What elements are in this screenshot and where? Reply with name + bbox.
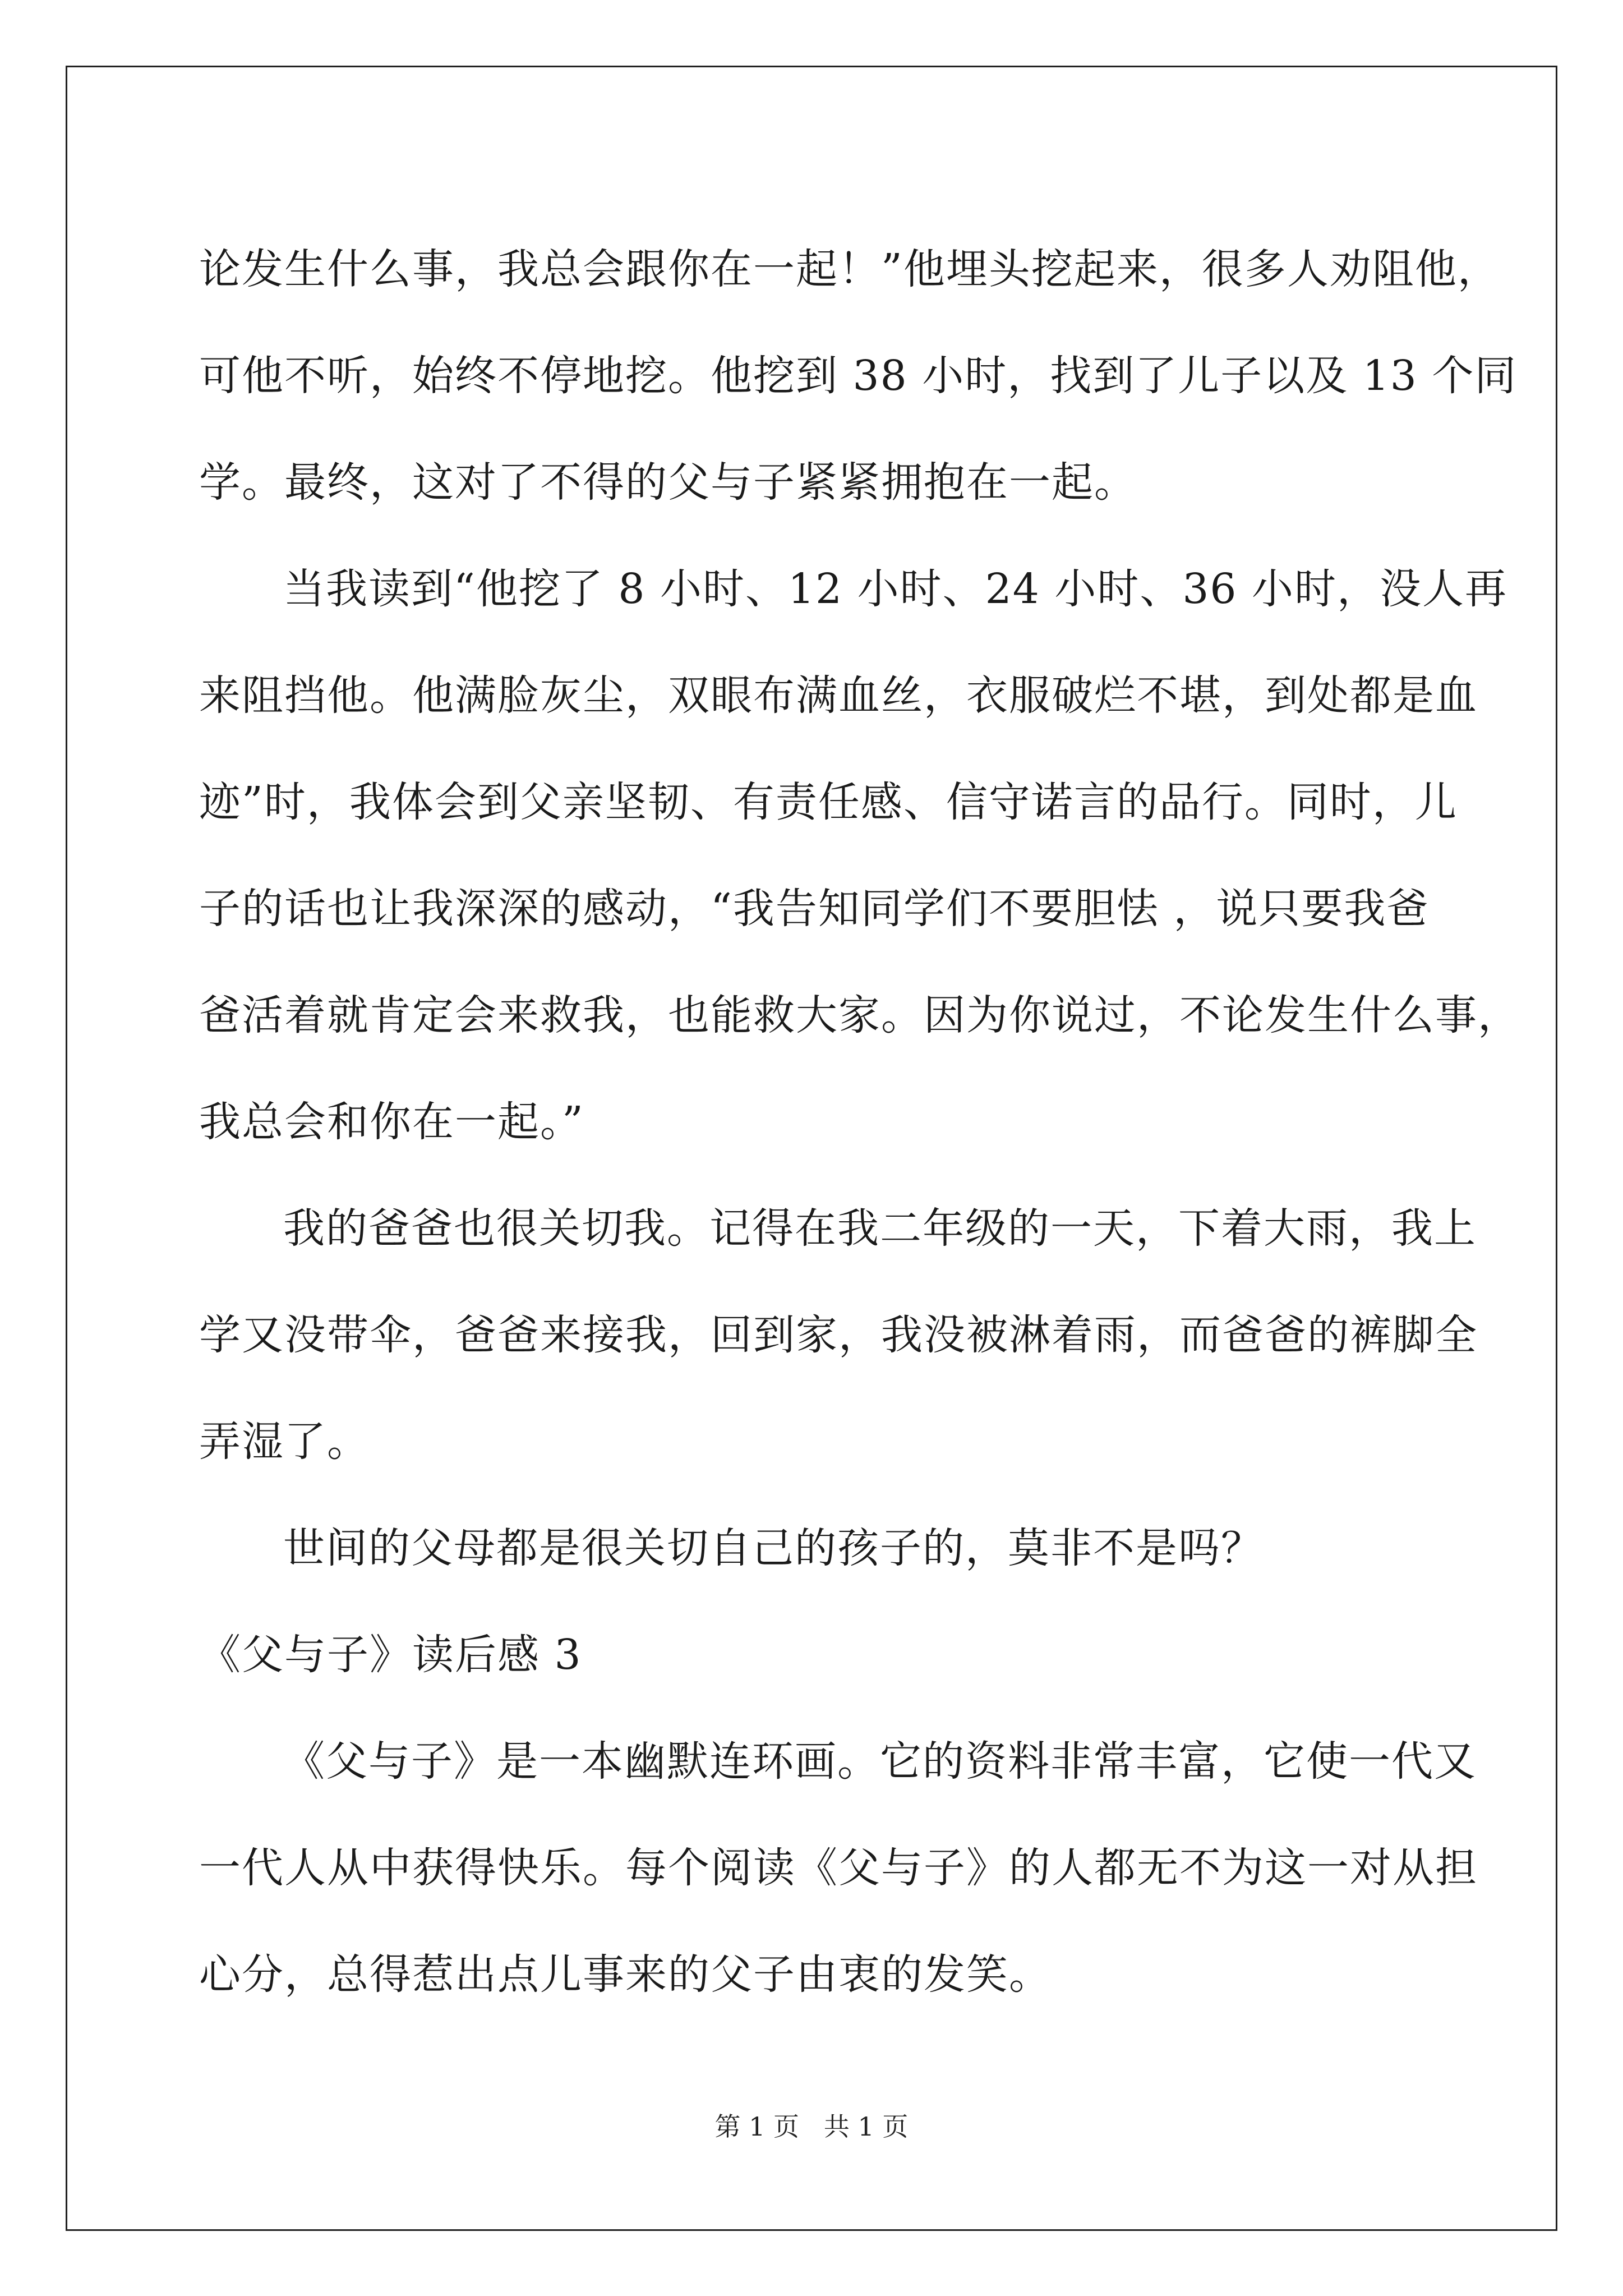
text-line: 论发生什么事，我总会跟你在一起！”他埋头挖起来，很多人劝阻他，	[199, 245, 1500, 293]
text-line: 来阻挡他。他满脸灰尘，双眼布满血丝，衣服破烂不堪，到处都是血	[199, 671, 1478, 720]
text-line: 迹”时，我体会到父亲坚韧、有责任感、信守诺言的品行。同时，儿	[199, 778, 1458, 826]
text-line: 子的话也让我深深的感动，“我告知同学们不要胆怯 ，说只要我爸	[199, 885, 1430, 933]
text-line: 弄湿了。	[199, 1418, 370, 1466]
text-line: 一代人从中获得快乐。每个阅读《父与子》的人都无不为这一对从担	[199, 1844, 1478, 1892]
text-line: 学又没带伞，爸爸来接我，回到家，我没被淋着雨，而爸爸的裤脚全	[199, 1311, 1478, 1359]
text-line: 可他不听，始终不停地挖。他挖到 38 小时，找到了儿子以及 13 个同	[199, 352, 1518, 400]
text-line: 学。最终，这对了不得的父与子紧紧拥抱在一起。	[199, 458, 1137, 507]
section-heading: 《父与子》读后感 3	[199, 1631, 582, 1679]
paragraph-start-line: 我的爸爸也很关切我。记得在我二年级的一天，下着大雨，我上	[283, 1204, 1477, 1253]
paragraph-start-line: 世间的父母都是很关切自己的孩子的，莫非不是吗？	[283, 1524, 1264, 1572]
text-line: 爸活着就肯定会来救我，也能救大家。因为你说过，不论发生什么事，	[199, 991, 1520, 1039]
paragraph-start-line: 《父与子》是一本幽默连环画。它的资料非常丰富，它使一代又	[283, 1737, 1477, 1786]
page-footer: 第 1 页 共 1 页	[714, 2111, 909, 2142]
text-line: 心分，总得惹出点儿事来的父子由衷的发笑。	[199, 1950, 1052, 1999]
text-line: 我总会和你在一起。”	[199, 1098, 584, 1146]
paragraph-start-line: 当我读到“他挖了 8 小时、12 小时、24 小时、36 小时，没人再	[283, 565, 1508, 613]
document-body	[199, 216, 1520, 2028]
